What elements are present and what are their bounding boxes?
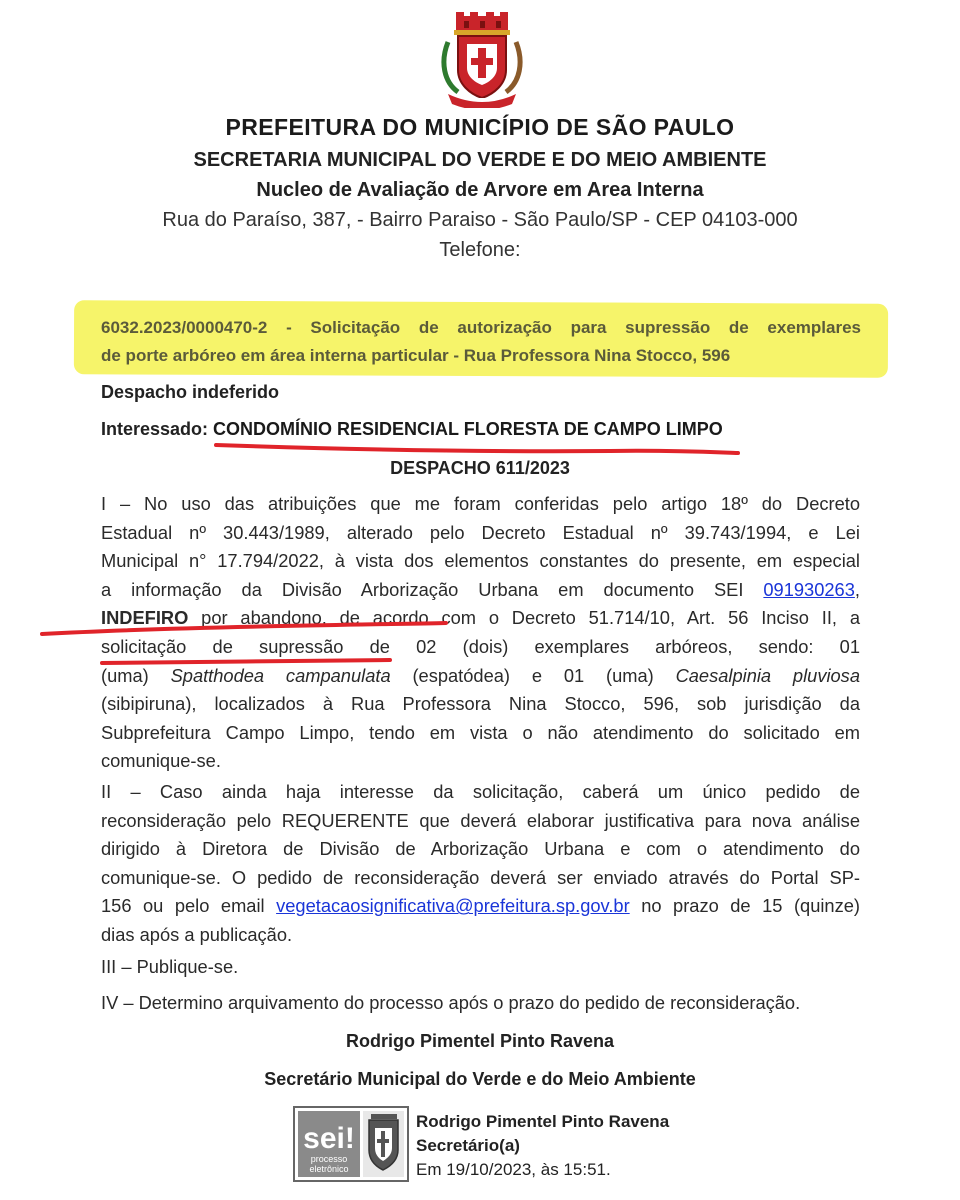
section-2-line: comunique-se. O pedido de reconsideração deverá ser enviado através do Portal SP-: [101, 866, 860, 888]
sei-text: a informação da Divisão Arborização Urbana em documento SEI: [101, 578, 764, 600]
esign-name: Rodrigo Pimentel Pinto Ravena: [416, 1112, 670, 1131]
esign-date: Em 19/10/2023, às 15:51.: [416, 1160, 611, 1179]
section-2-line: reconsideração pelo REQUERENTE que deverá elaborar justificativa para nova análise: [101, 809, 860, 831]
seal-subtext: eletrônico: [309, 1164, 349, 1174]
section-2-line: dirigido à Diretora de Divisão de Arborização Urbana e com o atendimento do: [101, 838, 860, 860]
section-1-line: comunique-se.: [101, 750, 221, 772]
section-2-line: II – Caso ainda haja interesse da solicitação, caberá um único pedido de: [101, 781, 860, 802]
seal-text: sei!: [303, 1122, 355, 1155]
phone-line: Telefone:: [439, 239, 521, 261]
dispatch-title: DESPACHO 611/2023: [390, 458, 570, 478]
section-1-line: Estadual nº 30.443/1989, alterado pelo Decreto Estadual nº 39.743/1994, e Lei: [101, 521, 860, 543]
text-fragment: no prazo de 15 (quinze): [629, 895, 860, 917]
section-2: [101, 778, 860, 950]
process-line-1: 6032.2023/0000470-2 - Solicitação de autorização para supressão de exemplares: [101, 318, 861, 337]
section-3: III – Publique-se.: [101, 956, 239, 977]
unit-title: Nucleo de Avaliação de Arvore em Area Interna: [256, 179, 704, 201]
seal-subtext: processo: [310, 1154, 348, 1164]
text-fragment: 156 ou pelo email: [101, 895, 277, 917]
esign-role: Secretário(a): [416, 1136, 520, 1155]
section-2-line: [101, 892, 860, 921]
sao-paulo-coat-of-arms-icon: [440, 12, 524, 108]
section-1-line: solicitação de supressão de 02 (dois) exemplares arbóreos, sendo: 01: [101, 635, 860, 657]
section-1-line: (sibipiruna), localizados à Rua Professora Nina Stocco, 596, sob jurisdição da: [101, 693, 860, 715]
indefiro-rest: por abandono, de acordo com o Decreto 51.714/10, Art. 56 Inciso II, a: [188, 607, 860, 629]
dispatch-status: Despacho indeferido: [101, 382, 280, 402]
process-line-2: de porte arbóreo em área interna particular - Rua Professora Nina Stocco, 596: [101, 346, 731, 365]
secretariat-title: SECRETARIA MUNICIPAL DO VERDE E DO MEIO AMBIENTE: [193, 149, 767, 171]
species-name: Spatthodea campanulata: [170, 664, 391, 686]
signatory-name: Rodrigo Pimentel Pinto Ravena: [345, 1031, 615, 1051]
text-fragment: (uma): [101, 664, 171, 686]
section-1-line: Municipal n° 17.794/2022, à vista dos elementos constantes do presente, em especial: [101, 550, 860, 572]
interested-label: Interessado:: [101, 419, 214, 439]
section-2-line: dias após a publicação.: [101, 923, 293, 945]
section-1-line: I – No uso das atribuições que me foram conferidas pelo artigo 18º do Decreto: [101, 493, 860, 514]
process-summary: [101, 314, 861, 370]
section-1-line: Subprefeitura Campo Limpo, tendo em vista o não atendimento do solicitado em: [101, 721, 860, 743]
section-1-line: [101, 576, 860, 605]
section-1: [101, 490, 860, 776]
red-underline-interested: [210, 440, 750, 460]
electronic-signature-info: [416, 1110, 669, 1182]
address-line: Rua do Paraíso, 387, - Bairro Paraiso - São Paulo/SP - CEP 04103-000: [162, 209, 798, 231]
indefiro-keyword: INDEFIRO: [101, 607, 189, 629]
punctuation: ,: [854, 578, 860, 600]
signatory-title: Secretário Municipal do Verde e do Meio Ambiente: [264, 1069, 696, 1089]
section-4: IV – Determino arquivamento do processo após o prazo do pedido de reconsideração.: [101, 992, 801, 1013]
interested-name: CONDOMÍNIO RESIDENCIAL FLORESTA DE CAMPO LIMPO: [213, 419, 723, 439]
email-link[interactable]: vegetacaosignificativa@prefeitura.sp.gov.br: [276, 895, 630, 917]
section-1-line: [101, 662, 860, 691]
sei-document-link[interactable]: 091930263: [763, 578, 855, 600]
species-name: Caesalpinia pluviosa: [675, 664, 860, 686]
organization-title: PREFEITURA DO MUNICÍPIO DE SÃO PAULO: [225, 114, 735, 140]
section-1-line: [101, 604, 860, 633]
interested-party: [101, 419, 723, 440]
text-fragment: (espatódea) e 01 (uma): [390, 664, 676, 686]
sei-seal-icon: [293, 1106, 409, 1182]
